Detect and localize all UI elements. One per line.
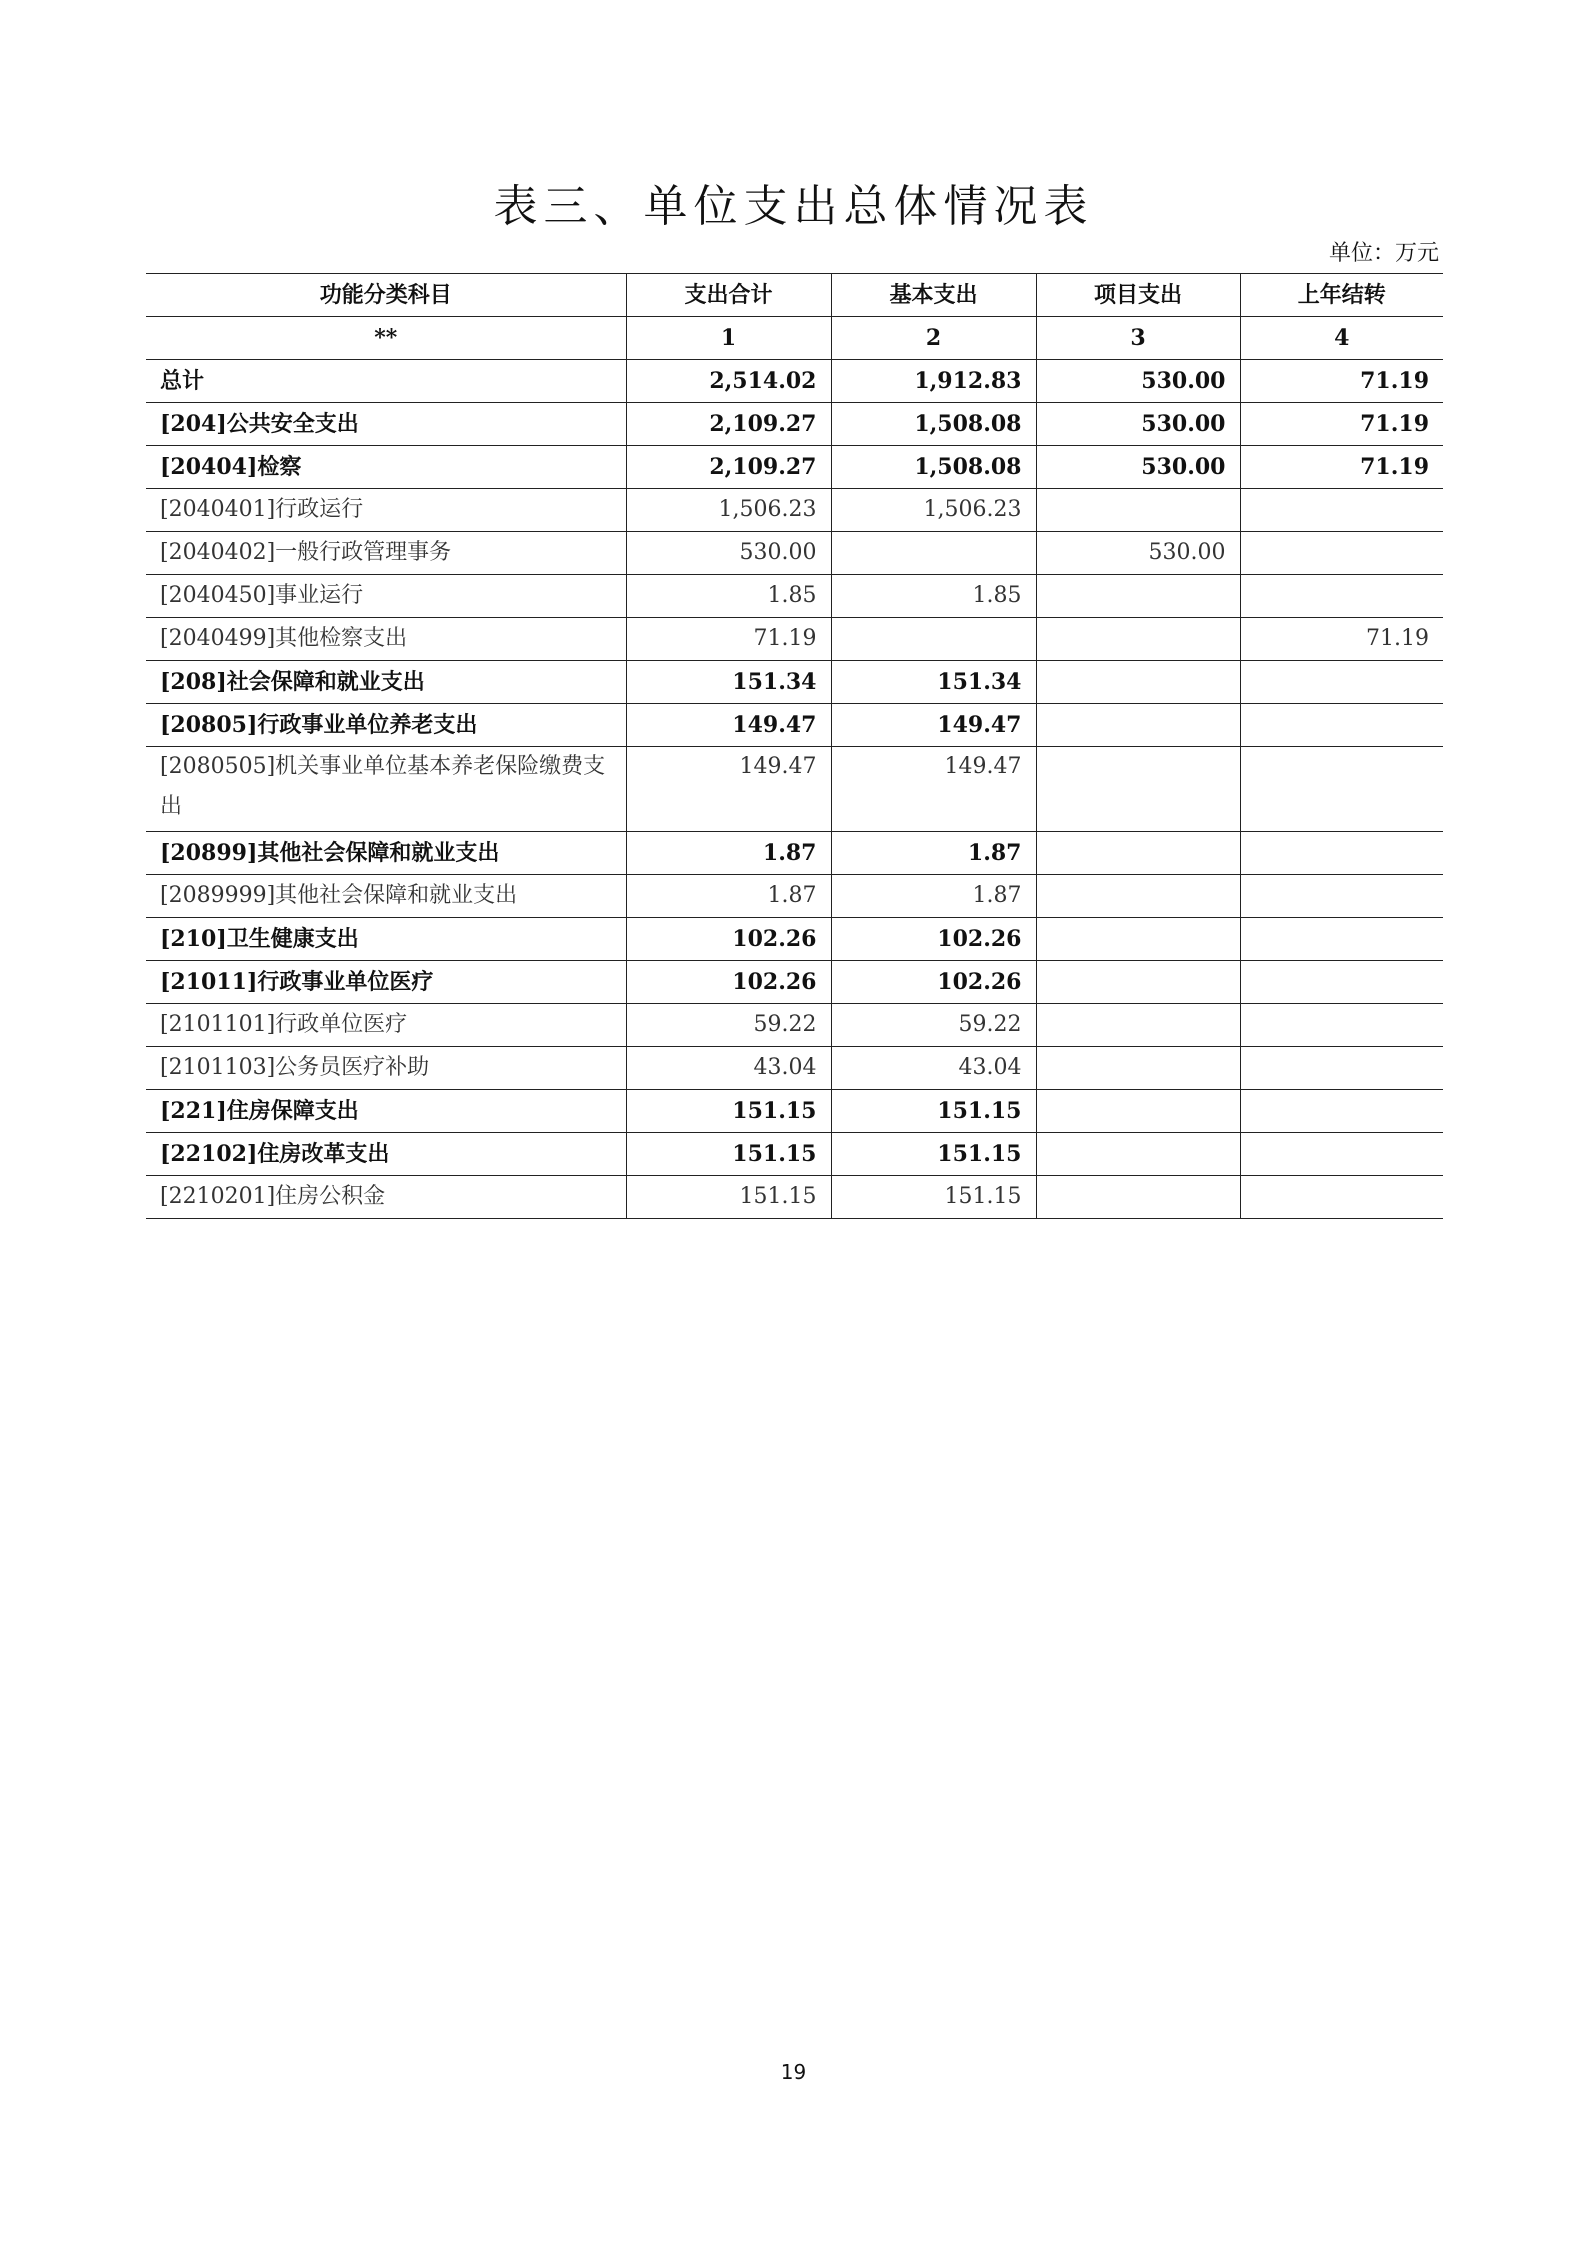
table-row — [146, 618, 1443, 661]
expenditure-table — [146, 273, 1443, 1219]
basic-cell: 102.26 — [831, 961, 1036, 1004]
project-cell — [1036, 1047, 1240, 1090]
category-cell: [2040401]行政运行 — [146, 489, 626, 532]
total-cell: 151.15 — [626, 1133, 831, 1176]
index-cell: 4 — [1240, 317, 1443, 360]
index-cell: 1 — [626, 317, 831, 360]
carryover-cell — [1240, 961, 1443, 1004]
carryover-cell: 71.19 — [1240, 618, 1443, 661]
project-cell — [1036, 1090, 1240, 1133]
header-basic: 基本支出 — [831, 274, 1036, 317]
table-row — [146, 875, 1443, 918]
project-cell — [1036, 661, 1240, 704]
project-cell — [1036, 489, 1240, 532]
category-cell: [2089999]其他社会保障和就业支出 — [146, 875, 626, 918]
table-row — [146, 1176, 1443, 1219]
category-cell: 总计 — [146, 360, 626, 403]
table-row — [146, 360, 1443, 403]
project-cell — [1036, 1004, 1240, 1047]
project-cell — [1036, 875, 1240, 918]
category-cell: [21011]行政事业单位医疗 — [146, 961, 626, 1004]
table-header-row — [146, 274, 1443, 317]
carryover-cell — [1240, 1090, 1443, 1133]
project-cell — [1036, 961, 1240, 1004]
basic-cell: 151.15 — [831, 1133, 1036, 1176]
total-cell: 1.87 — [626, 875, 831, 918]
table-row — [146, 661, 1443, 704]
total-cell: 149.47 — [626, 704, 831, 747]
basic-cell: 1,912.83 — [831, 360, 1036, 403]
carryover-cell: 71.19 — [1240, 403, 1443, 446]
total-cell: 1.87 — [626, 832, 831, 875]
category-cell: [2040499]其他检察支出 — [146, 618, 626, 661]
project-cell — [1036, 575, 1240, 618]
carryover-cell: 71.19 — [1240, 446, 1443, 489]
header-project: 项目支出 — [1036, 274, 1240, 317]
carryover-cell — [1240, 1176, 1443, 1219]
basic-cell: 149.47 — [831, 747, 1036, 832]
carryover-cell — [1240, 832, 1443, 875]
project-cell — [1036, 832, 1240, 875]
carryover-cell: 71.19 — [1240, 360, 1443, 403]
project-cell — [1036, 1133, 1240, 1176]
project-cell: 530.00 — [1036, 446, 1240, 489]
table-row — [146, 532, 1443, 575]
table-row — [146, 1004, 1443, 1047]
category-cell: [204]公共安全支出 — [146, 403, 626, 446]
project-cell — [1036, 1176, 1240, 1219]
total-cell: 2,109.27 — [626, 403, 831, 446]
header-carryover: 上年结转 — [1240, 274, 1443, 317]
table-row — [146, 918, 1443, 961]
carryover-cell — [1240, 1047, 1443, 1090]
basic-cell: 1.85 — [831, 575, 1036, 618]
category-cell: [221]住房保障支出 — [146, 1090, 626, 1133]
carryover-cell — [1240, 875, 1443, 918]
project-cell: 530.00 — [1036, 532, 1240, 575]
category-cell: [2210201]住房公积金 — [146, 1176, 626, 1219]
page-number: 19 — [780, 2060, 807, 2084]
total-cell: 102.26 — [626, 961, 831, 1004]
carryover-cell — [1240, 1004, 1443, 1047]
carryover-cell — [1240, 575, 1443, 618]
table-row — [146, 1133, 1443, 1176]
total-cell: 71.19 — [626, 618, 831, 661]
project-cell — [1036, 704, 1240, 747]
basic-cell: 1,508.08 — [831, 446, 1036, 489]
category-cell: [2101103]公务员医疗补助 — [146, 1047, 626, 1090]
total-cell: 1,506.23 — [626, 489, 831, 532]
table-row — [146, 961, 1443, 1004]
total-cell: 102.26 — [626, 918, 831, 961]
total-cell: 1.85 — [626, 575, 831, 618]
carryover-cell — [1240, 747, 1443, 832]
category-cell: [22102]住房改革支出 — [146, 1133, 626, 1176]
project-cell — [1036, 747, 1240, 832]
total-cell: 151.34 — [626, 661, 831, 704]
index-cell: 2 — [831, 317, 1036, 360]
total-cell: 151.15 — [626, 1176, 831, 1219]
total-cell: 530.00 — [626, 532, 831, 575]
table-row — [146, 489, 1443, 532]
carryover-cell — [1240, 661, 1443, 704]
unit-label: 单位：万元 — [1328, 241, 1439, 266]
total-cell: 2,109.27 — [626, 446, 831, 489]
total-cell: 151.15 — [626, 1090, 831, 1133]
basic-cell: 151.15 — [831, 1176, 1036, 1219]
index-cell: 3 — [1036, 317, 1240, 360]
basic-cell: 149.47 — [831, 704, 1036, 747]
total-cell: 2,514.02 — [626, 360, 831, 403]
category-cell: [20805]行政事业单位养老支出 — [146, 704, 626, 747]
header-total: 支出合计 — [626, 274, 831, 317]
basic-cell — [831, 618, 1036, 661]
project-cell: 530.00 — [1036, 403, 1240, 446]
project-cell — [1036, 918, 1240, 961]
basic-cell: 1,506.23 — [831, 489, 1036, 532]
page-title: 表三、单位支出总体情况表 — [493, 181, 1094, 232]
table-row — [146, 403, 1443, 446]
basic-cell: 151.34 — [831, 661, 1036, 704]
table-row — [146, 575, 1443, 618]
total-cell: 59.22 — [626, 1004, 831, 1047]
project-cell: 530.00 — [1036, 360, 1240, 403]
category-cell: [20404]检察 — [146, 446, 626, 489]
category-cell: [208]社会保障和就业支出 — [146, 661, 626, 704]
table-index-row — [146, 317, 1443, 360]
table-row — [146, 832, 1443, 875]
category-cell: [2040450]事业运行 — [146, 575, 626, 618]
table-row — [146, 446, 1443, 489]
basic-cell: 1.87 — [831, 875, 1036, 918]
carryover-cell — [1240, 1133, 1443, 1176]
basic-cell: 59.22 — [831, 1004, 1036, 1047]
basic-cell: 151.15 — [831, 1090, 1036, 1133]
category-cell: [210]卫生健康支出 — [146, 918, 626, 961]
category-cell: [2080505]机关事业单位基本养老保险缴费支出 — [146, 747, 626, 832]
basic-cell: 43.04 — [831, 1047, 1036, 1090]
table-row — [146, 704, 1443, 747]
total-cell: 149.47 — [626, 747, 831, 832]
category-cell: [2101101]行政单位医疗 — [146, 1004, 626, 1047]
table-row — [146, 1090, 1443, 1133]
carryover-cell — [1240, 918, 1443, 961]
table-row — [146, 747, 1443, 832]
carryover-cell — [1240, 704, 1443, 747]
basic-cell: 102.26 — [831, 918, 1036, 961]
index-cell: ** — [146, 317, 626, 360]
header-category: 功能分类科目 — [146, 274, 626, 317]
table-row — [146, 1047, 1443, 1090]
category-cell: [2040402]一般行政管理事务 — [146, 532, 626, 575]
carryover-cell — [1240, 532, 1443, 575]
basic-cell: 1.87 — [831, 832, 1036, 875]
basic-cell: 1,508.08 — [831, 403, 1036, 446]
carryover-cell — [1240, 489, 1443, 532]
category-cell: [20899]其他社会保障和就业支出 — [146, 832, 626, 875]
total-cell: 43.04 — [626, 1047, 831, 1090]
basic-cell — [831, 532, 1036, 575]
project-cell — [1036, 618, 1240, 661]
